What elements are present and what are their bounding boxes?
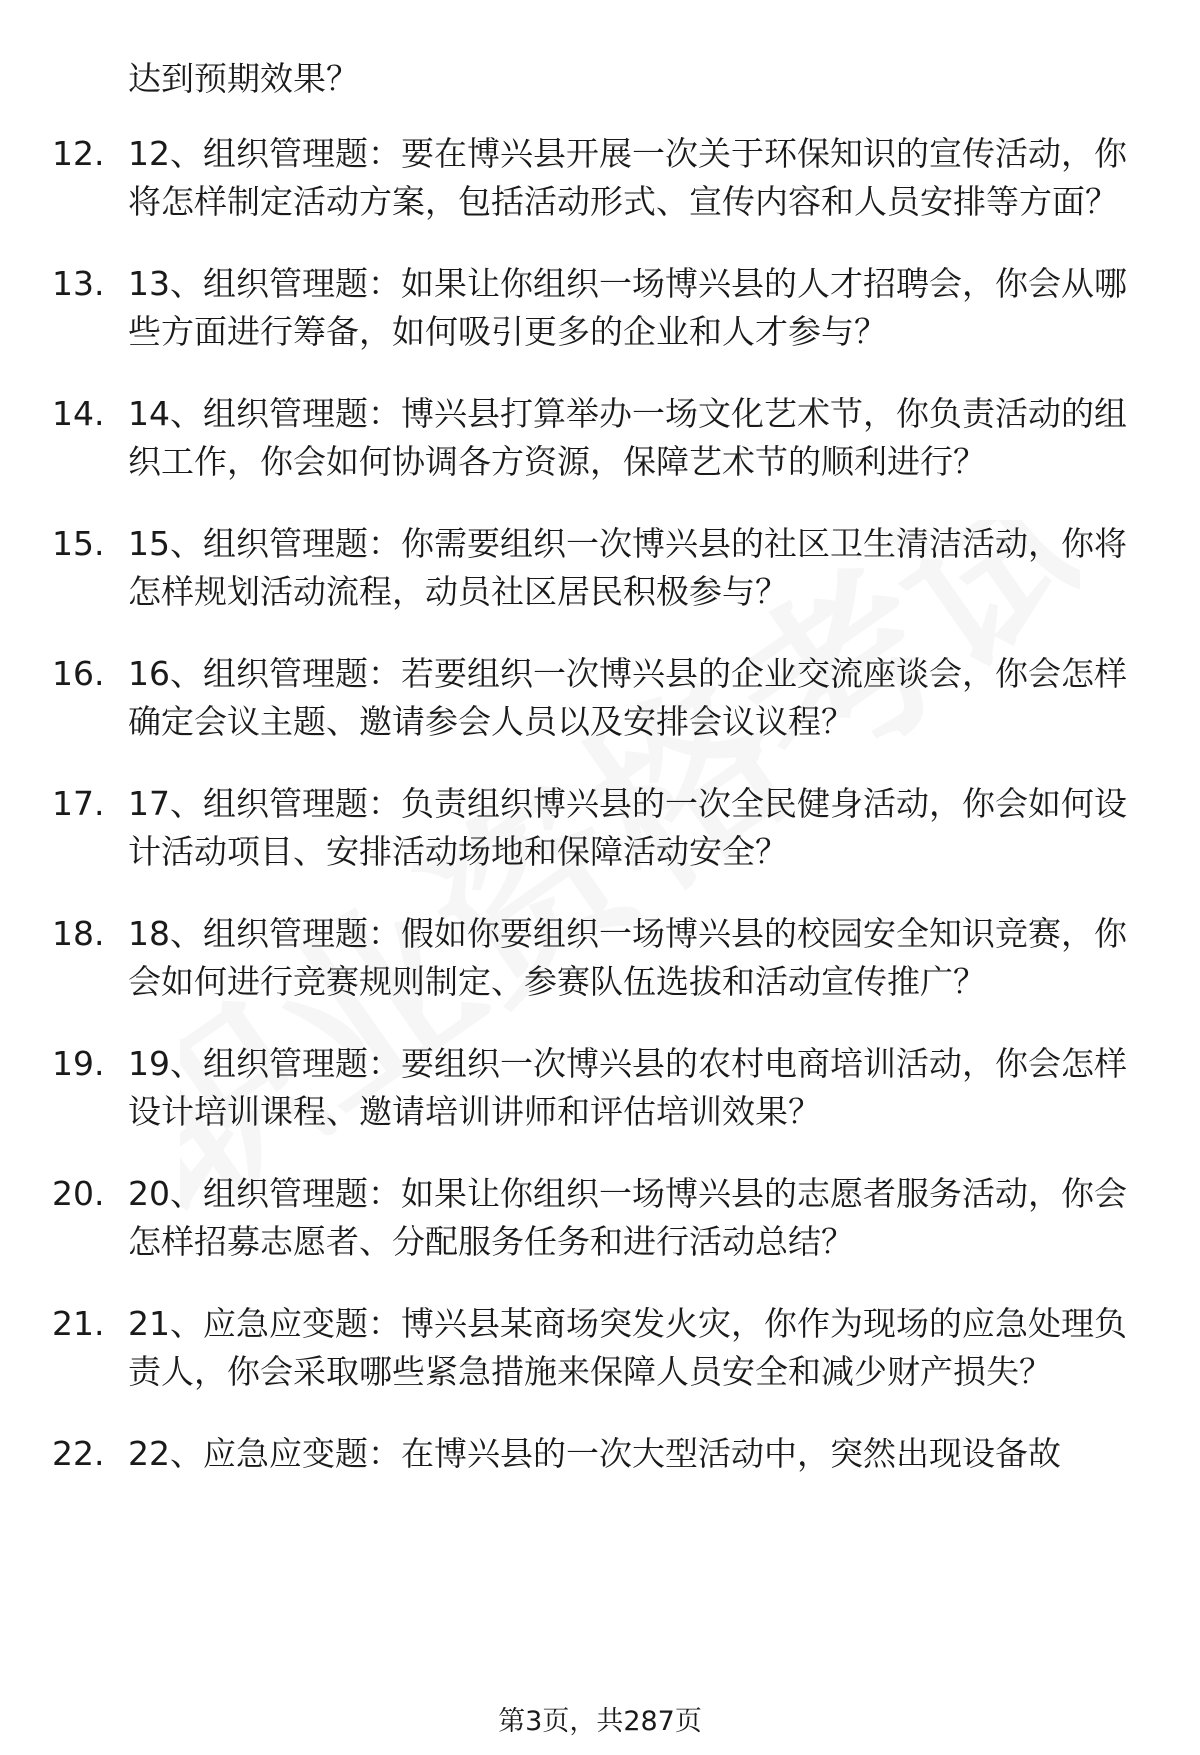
list-item bbox=[0, 520, 1200, 616]
list-item bbox=[0, 130, 1200, 226]
list-item-text: 19、组织管理题：要组织一次博兴县的农村电商培训活动，你会怎样设计培训课程、邀请培训讲师和评估培训效果？ bbox=[128, 1044, 1127, 1131]
list-item-text: 12、组织管理题：要在博兴县开展一次关于环保知识的宣传活动，你将怎样制定活动方案，包括活动形式、宣传内容和人员安排等方面？ bbox=[128, 134, 1127, 221]
list-item-text: 14、组织管理题：博兴县打算举办一场文化艺术节，你负责活动的组织工作，你会如何协调各方资源，保障艺术节的顺利进行？ bbox=[128, 394, 1127, 481]
list-item-number: 17. bbox=[52, 784, 105, 823]
continuation-text: 达到预期效果？ bbox=[128, 59, 359, 98]
list-item-number: 14. bbox=[52, 394, 105, 433]
list-item-number: 22. bbox=[52, 1434, 105, 1473]
list-item-number: 20. bbox=[52, 1174, 105, 1213]
list-item bbox=[0, 1040, 1200, 1136]
list-item-number: 16. bbox=[52, 654, 105, 693]
list-item-text: 13、组织管理题：如果让你组织一场博兴县的人才招聘会，你会从哪些方面进行筹备，如何吸引更多的企业和人才参与？ bbox=[128, 264, 1127, 351]
list-item-text: 20、组织管理题：如果让你组织一场博兴县的志愿者服务活动，你会怎样招募志愿者、分配服务任务和进行活动总结？ bbox=[128, 1174, 1127, 1261]
list-item-text: 18、组织管理题：假如你要组织一场博兴县的校园安全知识竞赛，你会如何进行竞赛规则制定、参赛队伍选拔和活动宣传推广？ bbox=[128, 914, 1127, 1001]
list-item-number: 21. bbox=[52, 1304, 105, 1343]
list-item-text: 22、应急应变题：在博兴县的一次大型活动中，突然出现设备故 bbox=[128, 1434, 1061, 1473]
list-item bbox=[0, 780, 1200, 876]
list-item-text: 17、组织管理题：负责组织博兴县的一次全民健身活动，你会如何设计活动项目、安排活动场地和保障活动安全？ bbox=[128, 784, 1127, 871]
list-item-number: 18. bbox=[52, 914, 105, 953]
list-item bbox=[0, 650, 1200, 746]
list-item bbox=[0, 910, 1200, 1006]
list-item bbox=[0, 260, 1200, 356]
list-item-number: 15. bbox=[52, 524, 105, 563]
list-item-text: 15、组织管理题：你需要组织一次博兴县的社区卫生清洁活动，你将怎样规划活动流程，动员社区居民积极参与？ bbox=[128, 524, 1127, 611]
list-item bbox=[0, 1170, 1200, 1266]
question-list bbox=[0, 130, 1200, 1512]
list-item-text: 16、组织管理题：若要组织一次博兴县的企业交流座谈会，你会怎样确定会议主题、邀请参会人员以及安排会议议程？ bbox=[128, 654, 1127, 741]
list-item bbox=[0, 1430, 1200, 1478]
list-item bbox=[0, 1300, 1200, 1396]
list-item-number: 19. bbox=[52, 1044, 105, 1083]
page-footer: 第3页，共287页 bbox=[498, 1706, 702, 1737]
list-item-number: 12. bbox=[52, 134, 105, 173]
list-item-number: 13. bbox=[52, 264, 105, 303]
list-item-text: 21、应急应变题：博兴县某商场突发火灾，你作为现场的应急处理负责人，你会采取哪些紧急措施来保障人员安全和减少财产损失？ bbox=[128, 1304, 1127, 1391]
watermark-text: 职业资格考试 bbox=[180, 520, 1080, 1220]
list-item bbox=[0, 390, 1200, 486]
